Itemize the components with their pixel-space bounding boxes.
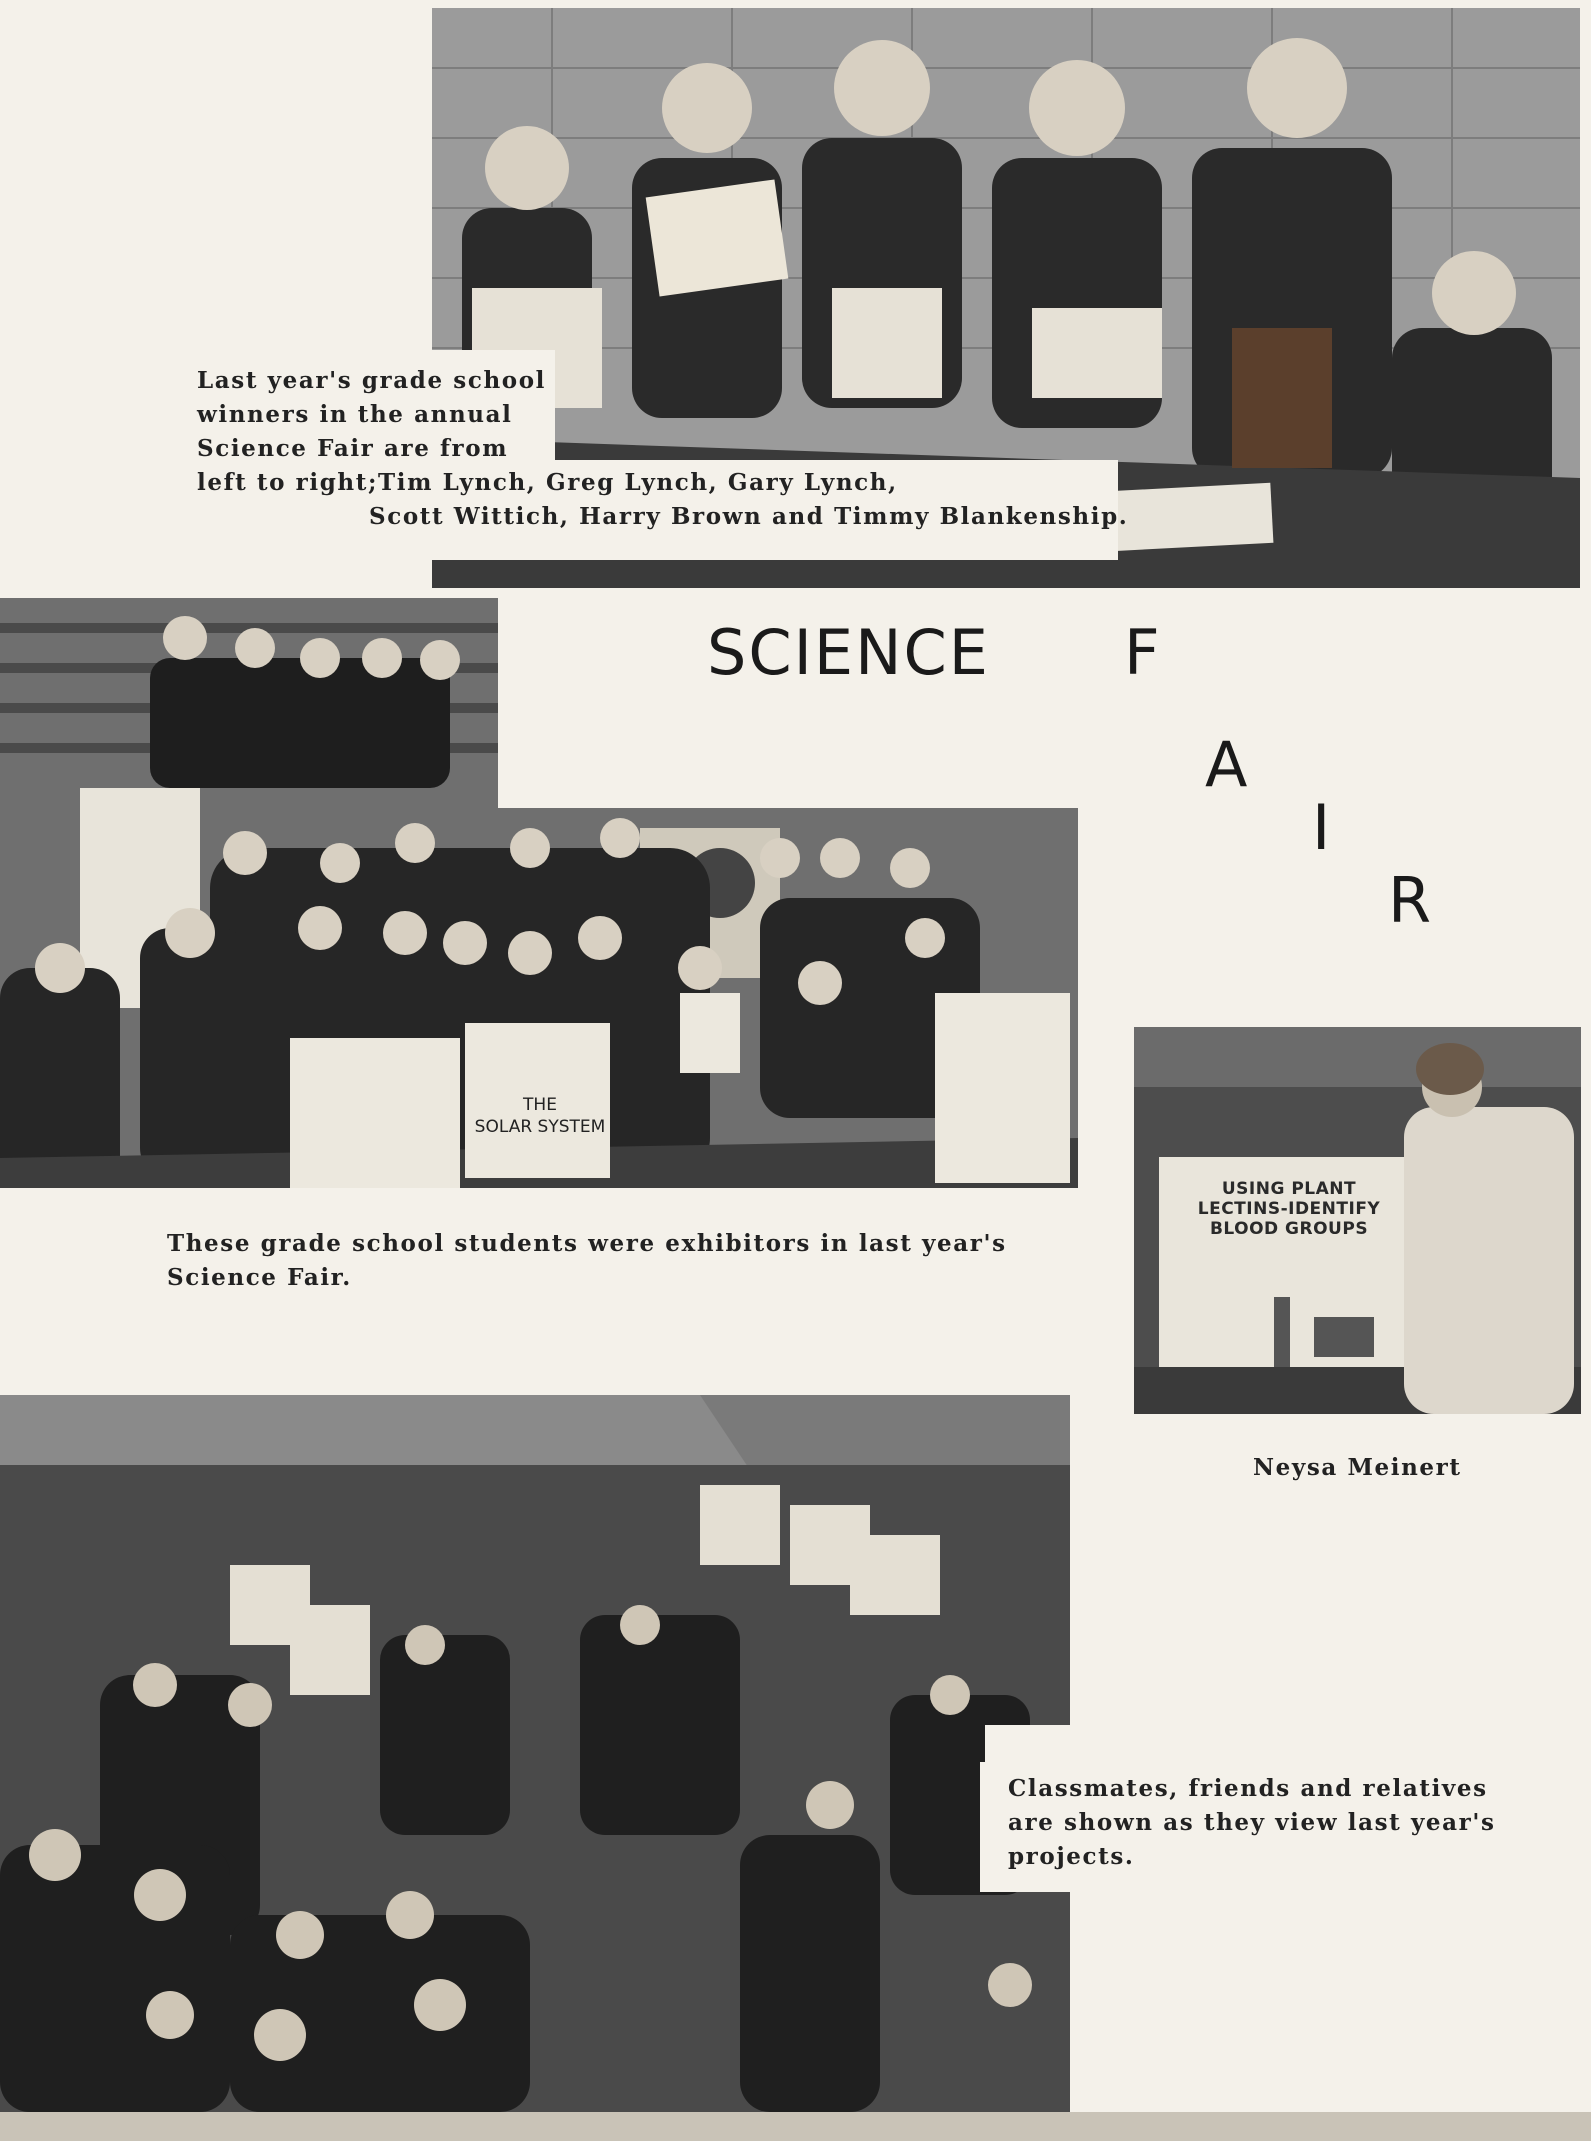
visitors-photo <box>0 1395 1070 2112</box>
title-letter-r: R <box>1388 864 1434 937</box>
winners-caption-line-5: Scott Wittich, Harry Brown and Timmy Blankenship. <box>369 503 1129 530</box>
exhibitors-caption <box>167 1227 1007 1295</box>
solar-board-text <box>470 1094 610 1138</box>
winners-caption-line-1: Last year's grade school <box>197 367 546 394</box>
title-letter-a: A <box>1205 728 1250 801</box>
poster-line-2: LECTINS-IDENTIFY <box>1197 1199 1381 1219</box>
poster-line-3: BLOOD GROUPS <box>1209 1219 1369 1239</box>
winners-caption-line-2: winners in the annual <box>197 401 513 428</box>
exhibitors-photo <box>0 598 1078 1188</box>
page-bottom-edge <box>0 2112 1591 2141</box>
title-letter-f: F <box>1124 616 1162 689</box>
portrait-poster-text <box>1164 1179 1414 1239</box>
winners-caption-line-4: left to right;Tim Lynch, Greg Lynch, Gary Lynch, <box>197 469 898 496</box>
visitors-caption <box>1008 1772 1496 1874</box>
poster-line-1: USING PLANT <box>1221 1179 1357 1199</box>
portrait-photo <box>1134 1027 1581 1414</box>
winners-caption-line-3: Science Fair are from <box>197 435 509 462</box>
solar-board-line-1: THE <box>523 1095 557 1115</box>
winners-caption <box>197 364 1128 534</box>
visitors-caption-line-3: projects. <box>1008 1843 1135 1870</box>
portrait-caption: Neysa Meinert <box>1253 1454 1462 1481</box>
visitors-caption-line-1: Classmates, friends and relatives <box>1008 1775 1488 1802</box>
title-science: SCIENCE <box>707 616 990 689</box>
title-letter-i: I <box>1312 791 1333 864</box>
exhibitors-caption-line-1: These grade school students were exhibitors in last year's <box>167 1230 1007 1257</box>
exhibitors-caption-line-2: Science Fair. <box>167 1264 352 1291</box>
visitors-caption-line-2: are shown as they view last year's <box>1008 1809 1496 1836</box>
solar-board-line-2: SOLAR SYSTEM <box>474 1117 606 1137</box>
